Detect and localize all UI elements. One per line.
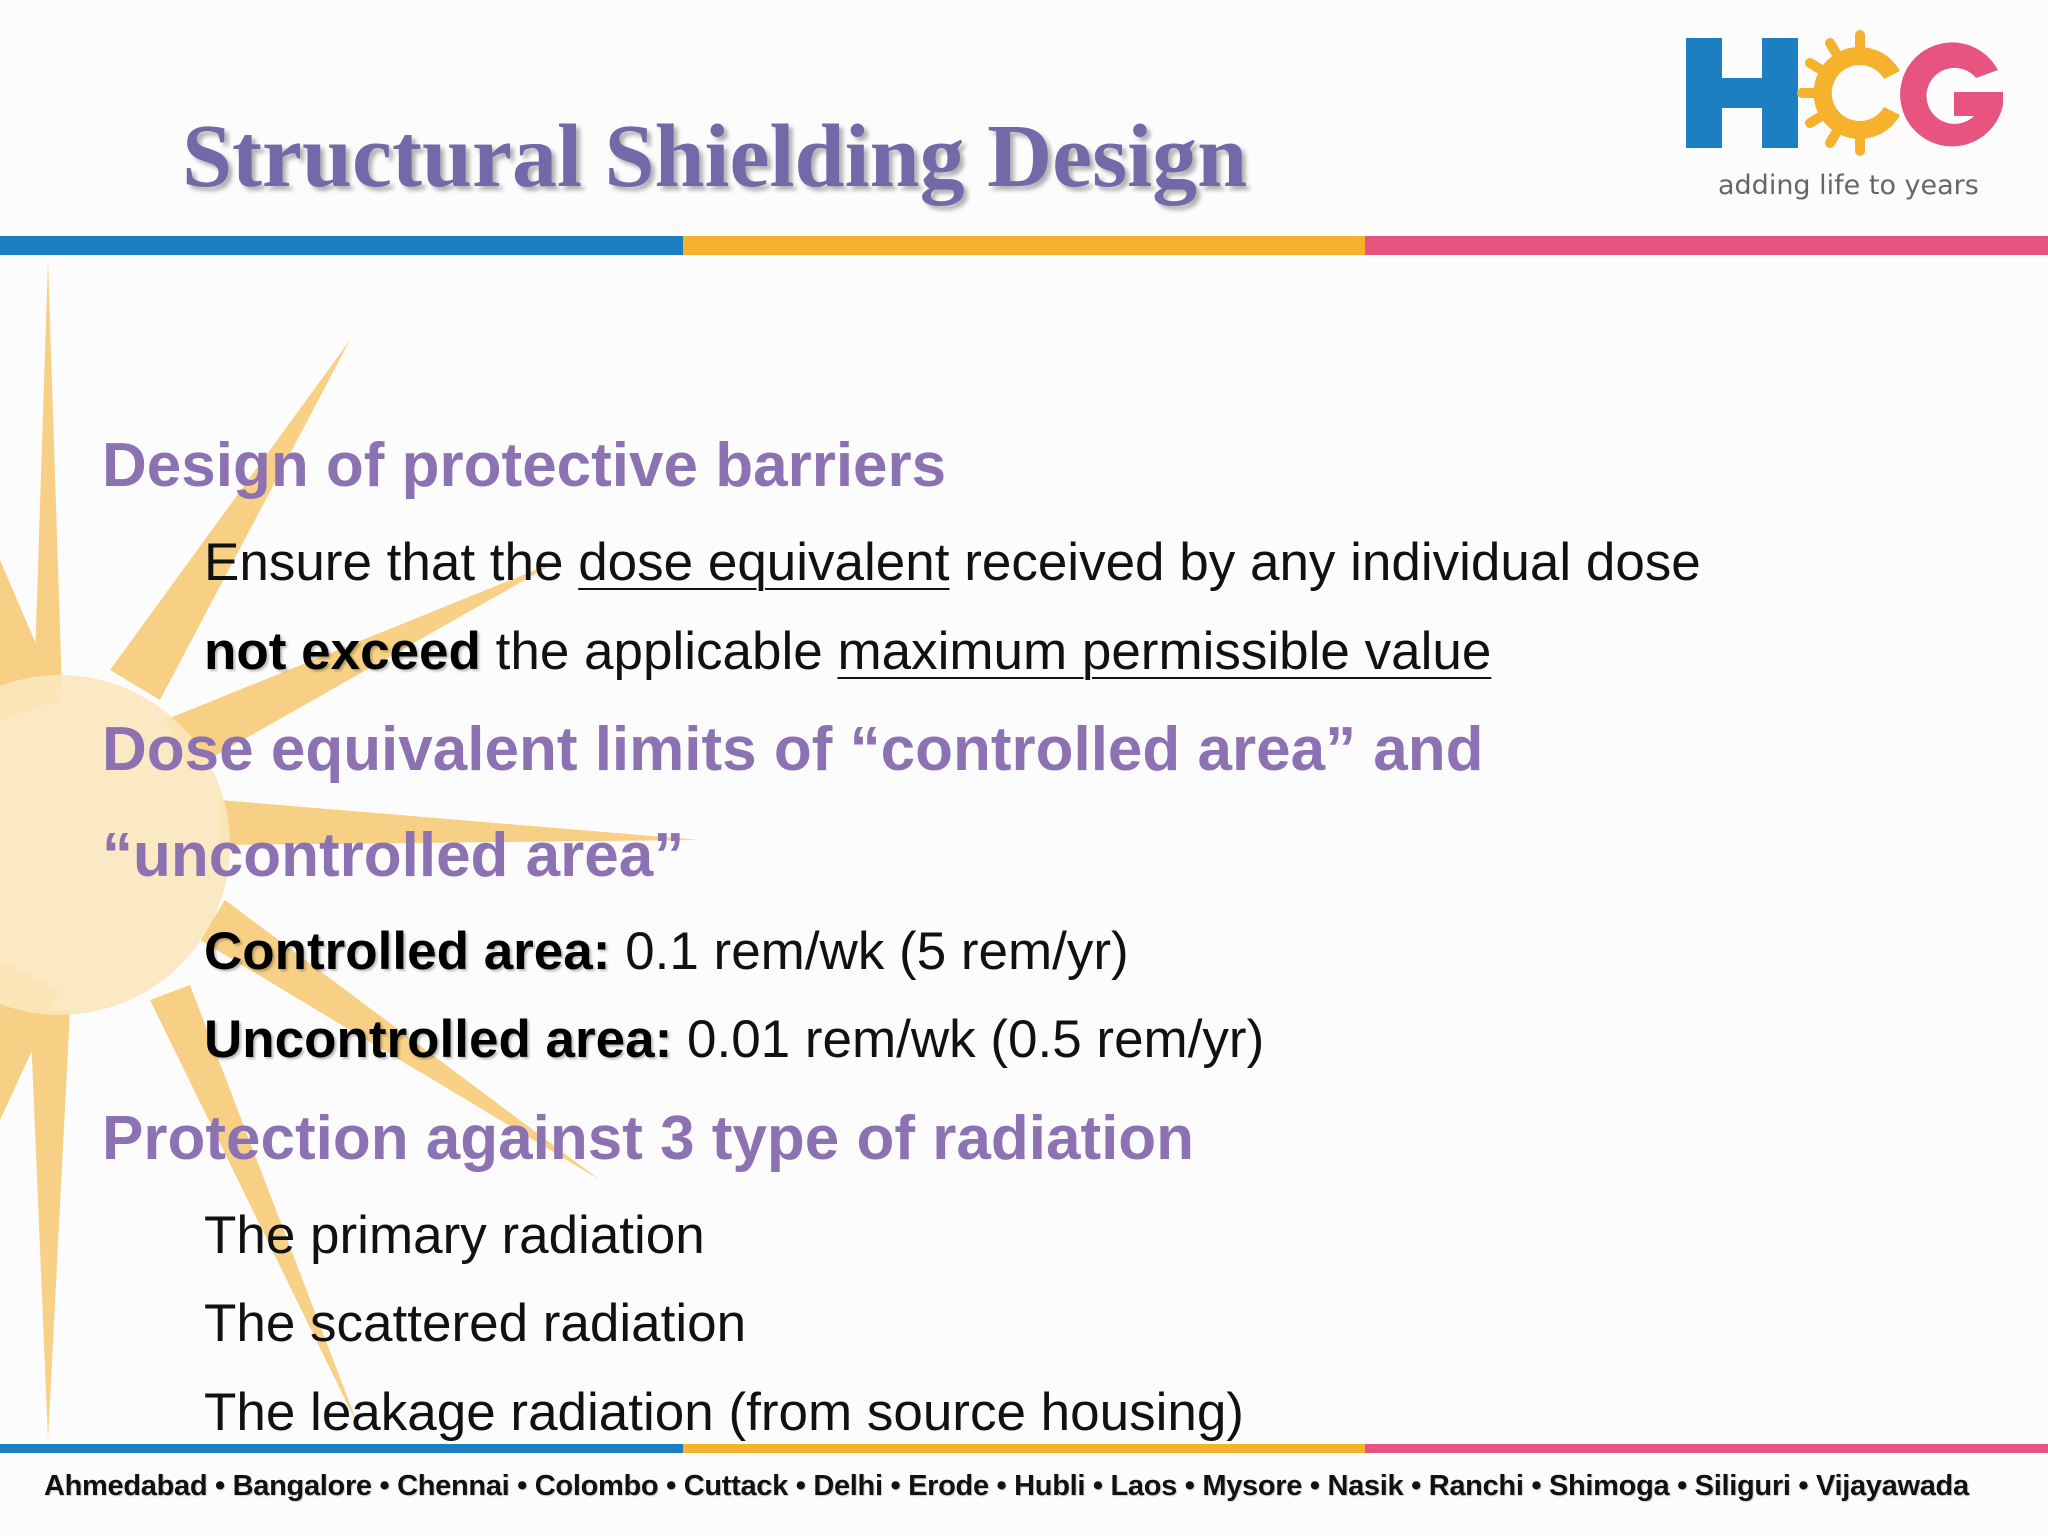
text-uncontrolled-area: Uncontrolled area: bbox=[204, 1010, 673, 1069]
body-line-ensure bbox=[204, 533, 1701, 594]
body-line-uncontrolled bbox=[204, 1010, 1264, 1071]
top-color-band bbox=[0, 236, 2048, 255]
text-max-permissible: maximum permissible value bbox=[837, 622, 1492, 681]
logo-tagline: adding life to years bbox=[1718, 170, 1979, 201]
body-line-primary: The primary radiation bbox=[204, 1206, 705, 1265]
text-ensure-post: received by any individual dose bbox=[949, 533, 1701, 592]
text-dose-equivalent: dose equivalent bbox=[578, 533, 950, 592]
text-controlled-value: 0.1 rem/wk (5 rem/yr) bbox=[610, 922, 1129, 981]
section-heading-dose-limits-2: “uncontrolled area” bbox=[102, 821, 685, 890]
text-applicable: the applicable bbox=[480, 622, 838, 681]
text-controlled-area: Controlled area bbox=[204, 922, 593, 981]
section-heading-protection: Protection against 3 type of radiation bbox=[102, 1104, 1195, 1173]
footer-cities: Ahmedabad • Bangalore • Chennai • Colombo • Cuttack • Delhi • Erode • Hubli • Laos • Mysore • Nasik • Ranchi • Shimoga • Siliguri • Vijayawada bbox=[44, 1470, 1969, 1502]
text-uncontrolled-value: 0.01 rem/wk (0.5 rem/yr) bbox=[672, 1010, 1265, 1069]
section-heading-barriers: Design of protective barriers bbox=[102, 431, 947, 500]
text-not-exceed: not exceed bbox=[204, 622, 481, 681]
body-line-leakage: The leakage radiation (from source housing) bbox=[204, 1383, 1244, 1442]
text-ensure-pre: Ensure that the bbox=[204, 533, 579, 592]
body-line-not-exceed bbox=[204, 622, 1491, 683]
body-line-controlled bbox=[204, 922, 1129, 983]
body-line-scattered: The scattered radiation bbox=[204, 1294, 747, 1353]
section-heading-dose-limits-1: Dose equivalent limits of “controlled area” and bbox=[102, 715, 1484, 784]
slide-title: Structural Shielding Design bbox=[182, 107, 1248, 206]
text-controlled-colon: : bbox=[592, 922, 611, 981]
bottom-color-band bbox=[0, 1444, 2048, 1453]
